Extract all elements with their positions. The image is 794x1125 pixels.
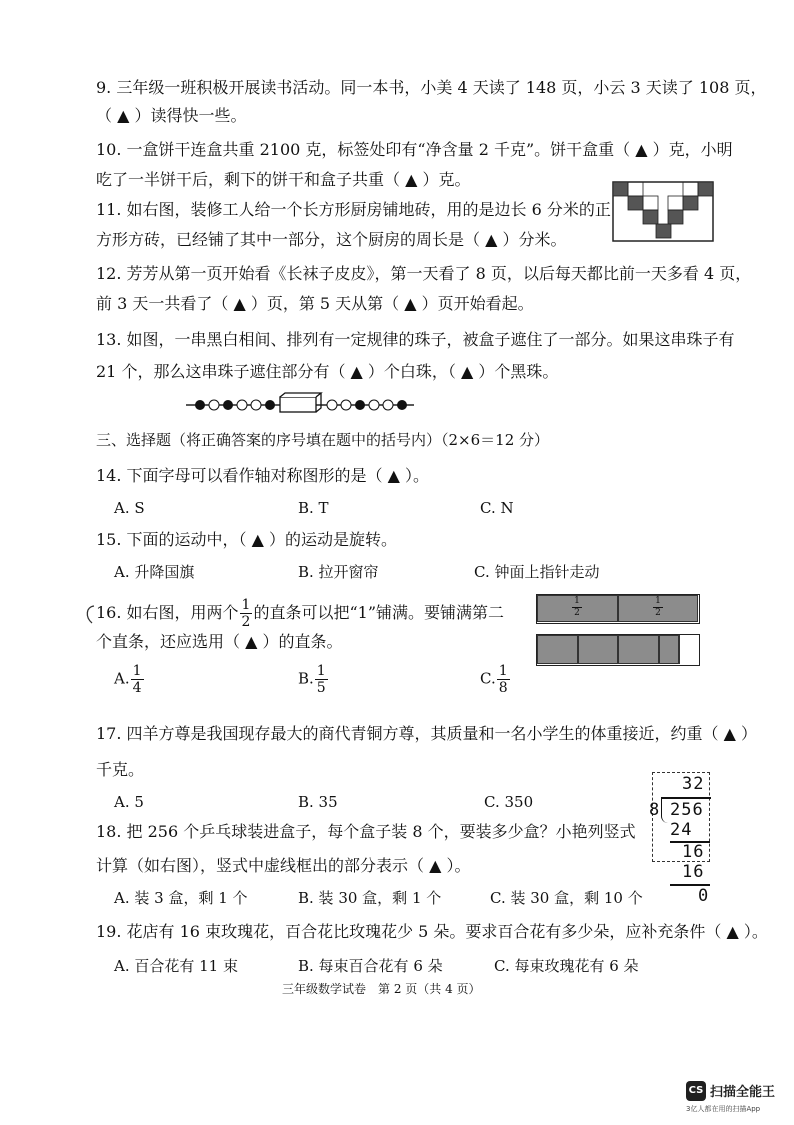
white-bead: [383, 400, 393, 410]
step-24: 24: [670, 820, 693, 840]
bar-one-halves: [536, 594, 700, 624]
white-bead: [237, 400, 247, 410]
watermark-subtitle: 3亿人都在用的扫描App: [686, 1105, 761, 1113]
q15-option-a: A. 升降国旗: [114, 563, 195, 581]
q13-line2: 21 个，那么这串珠子遮住部分有（ ▲ ）个白珠，（ ▲ ）个黑珠。: [96, 362, 559, 381]
q12-line1: 12. 芳芳从第一页开始看《长袜子皮皮》，第一天看了 8 页，以后每天都比前一天多看 4 页，: [96, 264, 752, 283]
white-bead: [369, 400, 379, 410]
option-letter: C.: [480, 669, 496, 688]
long-division-figure: [646, 770, 716, 910]
option-letter: A.: [114, 669, 130, 688]
half-label: $\frac{1}{2}$: [574, 596, 580, 618]
step-16a: 16: [682, 842, 705, 862]
q18-option-c: C. 装 30 盒，剩 10 个: [490, 889, 643, 907]
q17-line1: 17. 四羊方尊是我国现存最大的商代青铜方尊，其质量和一名小学生的体重接近，约重（ ▲ ）: [96, 724, 758, 743]
q16-text-post: 的直条可以把“1”铺满。要铺满第二: [253, 603, 505, 622]
beads-figure: [180, 392, 420, 416]
black-bead: [355, 400, 365, 410]
q17-option-a: A. 5: [114, 793, 144, 811]
q19-option-a: A. 百合花有 11 束: [114, 957, 238, 975]
quarter-cell: [578, 635, 618, 664]
white-bead: [251, 400, 261, 410]
q16-line2: 个直条，还应选用（ ▲ ）的直条。: [96, 632, 343, 651]
q18-option-b: B. 装 30 盒，剩 1 个: [298, 889, 442, 907]
q18-line2: 计算（如右图），竖式中虚线框出的部分表示（ ▲ ）。: [96, 856, 471, 875]
q15-option-c: C. 钟面上指针走动: [474, 563, 600, 581]
q16-text-pre: 16. 如右图，用两个: [96, 603, 239, 622]
q16-line1: [96, 598, 504, 629]
step-16b: 16: [682, 862, 705, 882]
divisor: 8: [649, 800, 660, 820]
black-bead: [397, 400, 407, 410]
q9-line1: 9. 三年级一班积极开展读书活动。同一本书，小美 4 天读了 148 页，小云 3 天读了 108 页，: [96, 78, 767, 97]
quarter-cell: [618, 635, 659, 664]
watermark-name: 扫描全能王: [710, 1085, 776, 1100]
q14-option-b: B. T: [298, 499, 329, 517]
white-bead: [327, 400, 337, 410]
black-bead: [195, 400, 205, 410]
option-letter: B.: [298, 669, 314, 688]
q14-option-c: C. N: [480, 499, 514, 517]
q13-line1: 13. 如图，一串黑白相间、排列有一定规律的珠子，被盒子遮住了一部分。如果这串珠子有: [96, 330, 735, 349]
q18-line1: 18. 把 256 个乒乓球装进盒子，每个盒子装 8 个，要装多少盒？小艳列竖式: [96, 822, 636, 841]
q16-option-c: [480, 664, 511, 695]
black-bead: [265, 400, 275, 410]
q18-option-a: A. 装 3 盒，剩 1 个: [114, 889, 248, 907]
quotient: 32: [682, 774, 705, 794]
fraction-numerator: 1: [241, 597, 251, 613]
cover-box: [280, 393, 321, 412]
q16-option-b: [298, 664, 329, 695]
q12-line2: 前 3 天一共看了（ ▲ ）页，第 5 天从第（ ▲ ）页开始看起。: [96, 294, 534, 313]
kitchen-tile-figure: [612, 181, 715, 243]
white-bead: [341, 400, 351, 410]
q19-option-b: B. 每束百合花有 6 朵: [298, 957, 443, 975]
q14-stem: 14. 下面字母可以看作轴对称图形的是（ ▲ ）。: [96, 466, 430, 485]
division-bar: [661, 797, 711, 799]
fraction: [131, 664, 144, 695]
q10-line1: 10. 一盒饼干连盒共重 2100 克，标签处印有“净含量 2 千克”。饼干盒重（ ▲ ）克，小明: [96, 140, 733, 159]
fraction-denominator: 8: [498, 680, 508, 696]
q15-option-b: B. 拉开窗帘: [298, 563, 379, 581]
fraction-denominator: 2: [241, 614, 251, 630]
page-footer: 三年级数学试卷 第 2 页（共 4 页）: [282, 982, 481, 996]
camscanner-logo-icon: CS: [686, 1081, 706, 1101]
quarter-cell: [537, 635, 578, 664]
half-label: $\frac{1}{2}$: [655, 596, 661, 618]
q17-option-c: C. 350: [484, 793, 534, 811]
q19-option-c: C. 每束玫瑰花有 6 朵: [494, 957, 639, 975]
q19-line1: 19. 花店有 16 束玫瑰花，百合花比玫瑰花少 5 朵。要求百合花有多少朵，应补充条件（ ▲ ）。: [96, 922, 768, 941]
remainder: 0: [698, 886, 709, 906]
fraction-numerator: 1: [132, 663, 142, 679]
bar-two-partial: [536, 634, 700, 666]
fraction-numerator: 1: [316, 663, 326, 679]
section-3-title: 三、选择题（将正确答案的序号填在题中的括号内）（2×6＝12 分）: [96, 431, 550, 449]
divider: [679, 635, 680, 664]
dividend: 256: [670, 800, 704, 820]
q11-line1: 11. 如右图，装修工人给一个长方形厨房铺地砖，用的是边长 6 分米的正: [96, 200, 611, 219]
q9-line2: （ ▲ ）读得快一些。: [96, 106, 247, 125]
black-bead: [223, 400, 233, 410]
division-bracket: [661, 797, 668, 823]
fraction: [497, 664, 510, 695]
eighth-cell: [659, 635, 679, 664]
q11-line2: 方形方砖，已经铺了其中一部分，这个厨房的周长是（ ▲ ）分米。: [96, 230, 567, 249]
q14-option-a: A. S: [114, 499, 145, 517]
q17-option-b: B. 35: [298, 793, 338, 811]
fraction-numerator: 1: [498, 663, 508, 679]
white-bead: [209, 400, 219, 410]
q16-option-a: [114, 664, 145, 695]
q10-line2: 吃了一半饼干后，剩下的饼干和盒子共重（ ▲ ）克。: [96, 170, 471, 189]
fraction-denominator: 5: [316, 680, 326, 696]
fraction-denominator: 4: [132, 680, 142, 696]
q17-line2: 千克。: [96, 760, 145, 779]
q16-fraction-half: [240, 598, 253, 629]
fraction: [315, 664, 328, 695]
q15-stem: 15. 下面的运动中，（ ▲ ）的运动是旋转。: [96, 530, 398, 549]
